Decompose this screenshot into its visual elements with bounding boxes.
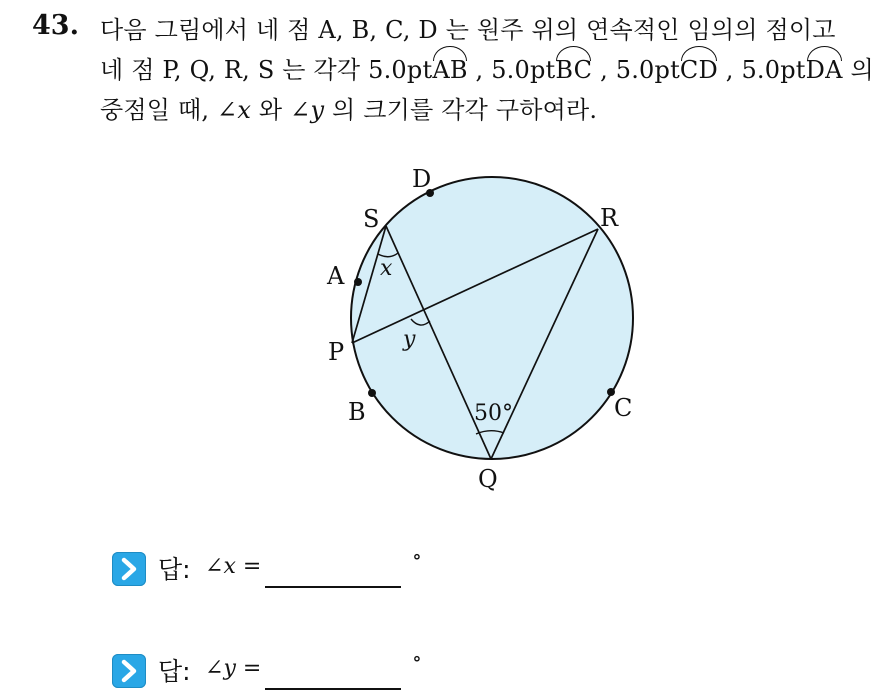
- label-d: D: [412, 165, 432, 193]
- degree-unit: ∘: [412, 544, 422, 568]
- answer-label: 답:: [158, 555, 191, 584]
- degree-unit: ∘: [412, 646, 422, 670]
- answer-label: 답:: [158, 657, 191, 686]
- variable-y: y: [310, 96, 325, 124]
- answer-angle-symbol: ∠: [205, 656, 224, 681]
- answer-var-name: y: [223, 656, 236, 681]
- variable-x: x: [237, 96, 252, 124]
- chevron-right-icon: [112, 552, 146, 586]
- question-line-2-suffix: 의: [842, 56, 874, 84]
- angle-symbol-x: ∠: [217, 96, 238, 124]
- label-angle-q: 50°: [474, 401, 513, 426]
- arc-prefix-2: 5.0pt: [491, 56, 556, 84]
- label-b: B: [348, 398, 366, 426]
- label-angle-y: y: [403, 327, 416, 352]
- separator-2: ,: [592, 56, 616, 84]
- arc-bc: BC: [555, 50, 592, 90]
- answer-var-name: x: [223, 554, 236, 579]
- answer-blank-y[interactable]: [265, 688, 401, 690]
- arc-prefix-3: 5.0pt: [615, 56, 680, 84]
- arc-prefix-1: 5.0pt: [368, 56, 433, 84]
- question-line-3-prefix: 중점일 때,: [100, 96, 218, 124]
- answer-equals: =: [235, 656, 262, 681]
- arc-da: DA: [806, 50, 843, 90]
- chevron-right-icon: [112, 654, 146, 688]
- point-b-dot: [368, 389, 376, 397]
- answer-angle-symbol: ∠: [205, 554, 224, 579]
- label-angle-x: x: [380, 256, 393, 281]
- arc-prefix-4: 5.0pt: [741, 56, 806, 84]
- point-a-dot: [354, 278, 362, 286]
- label-s: S: [363, 205, 380, 233]
- question-line-2-prefix: 네 점 P, Q, R, S 는 각각: [100, 56, 369, 84]
- question-number: 43.: [32, 10, 79, 41]
- angle-symbol-y: ∠: [290, 96, 311, 124]
- question-line-1: 다음 그림에서 네 점 A, B, C, D 는 원주 위의 연속적인 임의의 점이고: [100, 16, 836, 44]
- conjunction: 와: [251, 96, 291, 124]
- answer-variable: [205, 656, 261, 681]
- answer-blank-x[interactable]: [265, 586, 401, 588]
- label-q: Q: [478, 465, 498, 493]
- label-r: R: [600, 204, 619, 232]
- answer-equals: =: [235, 554, 262, 579]
- answer-variable: [205, 554, 261, 579]
- separator-3: ,: [717, 56, 742, 84]
- arc-cd: CD: [680, 50, 718, 90]
- question-line-3-suffix: 의 크기를 각각 구하여라.: [324, 96, 598, 124]
- separator-1: ,: [467, 56, 492, 84]
- label-p: P: [328, 338, 345, 366]
- arc-ab: AB: [432, 50, 467, 90]
- label-a: A: [327, 262, 345, 290]
- label-c: C: [614, 394, 633, 422]
